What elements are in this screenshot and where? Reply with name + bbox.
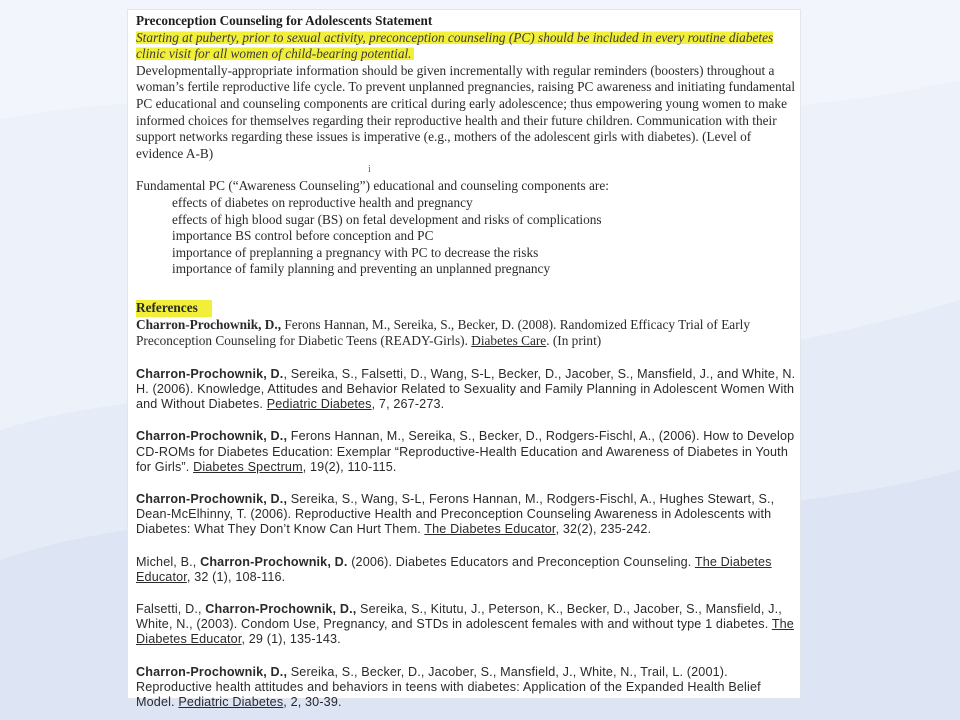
reference-item: Falsetti, D., Charron-Prochownik, D., Sereika, S., Kitutu, J., Peterson, K., Becker, D., Jacober, S., Mansfield, J., White, N., (2003). Condom Use, Pregnancy, and STDs in adolescent females with and without type 1 diabetes. The Diabetes Educator, 29 (1), 135-143.	[136, 601, 794, 647]
reference-journal: The Diabetes Educator	[136, 554, 772, 584]
reference-author: Charron-Prochownik, D.	[136, 366, 284, 381]
reference-author: Charron-Prochownik, D.,	[205, 601, 357, 616]
reference-item: Charron-Prochownik, D., Ferons Hannan, M., Sereika, S., Becker, D., Rodgers-Fischl, A., (2006). How to Develop CD-ROMs for Diabetes Education: Exemplar “Reproductive-Health Education and Awareness of Diabetes in Youth for Girls”. Diabetes Spectrum, 19(2), 110-115.	[136, 429, 795, 474]
reference-journal: Pediatric Diabetes	[178, 694, 284, 709]
reference-journal: Diabetes Care	[471, 333, 547, 349]
reference-author: Charron-Prochownik, D.,	[136, 491, 288, 506]
document-text-column	[136, 13, 800, 710]
reference-author: Charron-Prochownik, D.,	[136, 664, 288, 679]
reference-item: Charron-Prochownik, D., Sereika, S., Falsetti, D., Wang, S-L, Becker, D., Jacober, S., Mansfield, J., and White, N. H. (2006). Knowledge, Attitudes and Behavior Related to Sexuality and Family Planning in Adolescent Women With and Without Diabetes. Pediatric Diabetes, 7, 267-273.	[136, 366, 796, 412]
reference-item: Michel, B., Charron-Prochownik, D. (2006). Diabetes Educators and Preconception Counseling. The Diabetes Educator, 32 (1), 108-116.	[136, 554, 772, 584]
list-item: effects of diabetes on reproductive health and pregnancy	[172, 194, 473, 210]
reference-journal: Diabetes Spectrum	[193, 459, 303, 474]
reference-author: Charron-Prochownik, D.,	[136, 316, 282, 332]
statement-body: Developmentally-appropriate information should be given incrementally with regular reminders (boosters) throughout a woman’s fertile reproductive life cycle. To prevent unplanned pregnancies, raising PC awareness and initiating fundamental PC educational and counseling components are critical during early adolescence; thus empowering young women to make informed choices for themselves regarding their reproductive health and their future children. Communication with their support networks regarding these issues is imperative (e.g., mothers of the adolescent girls with diabetes). (Level of evidence A-B)	[136, 62, 796, 161]
list-item: effects of high blood sugar (BS) on fetal development and risks of complications	[172, 211, 602, 227]
list-item: importance of preplanning a pregnancy with PC to decrease the risks	[172, 244, 539, 260]
statement-title: Preconception Counseling for Adolescents Statement	[136, 13, 433, 28]
reference-item: Charron-Prochownik, D., Ferons Hannan, M., Sereika, S., Becker, D. (2008). Randomized Efficacy Trial of Early Preconception Counseling for Diabetic Teens (READY-Girls). Diabetes Care. (In print)	[136, 316, 750, 349]
list-item: importance BS control before conception and PC	[172, 228, 434, 244]
reference-author: Charron-Prochownik, D.	[200, 554, 348, 569]
reference-journal: Pediatric Diabetes	[266, 397, 372, 412]
recommendation-highlight: Starting at puberty, prior to sexual activity, preconception counseling (PC) should be included in every routine diabetes clinic visit for all women of child-bearing potential.	[136, 29, 774, 62]
highlighted-recommendation	[136, 30, 800, 63]
reference-item: Charron-Prochownik, D., Sereika, S., Becker, D., Jacober, S., Mansfield, J., White, N., Trail, L. (2001). Reproductive health attitudes and behaviors in teens with diabetes: Application of the Expanded Health Belief Model. Pediatric Diabetes, 2, 30-39.	[136, 664, 761, 709]
reference-author: Charron-Prochownik, D.,	[136, 429, 288, 444]
reference-journal: The Diabetes Educator	[424, 522, 556, 537]
components-list	[136, 195, 800, 278]
reference-item: Charron-Prochownik, D., Sereika, S., Wang, S-L, Ferons Hannan, M., Rodgers-Fischl, A., Hughes Stewart, S., Dean-McElhinny, T. (2006). Reproductive Health and Preconception Counseling Awareness in Adolescents with Diabetes: What They Don’t Know Can Hurt Them. The Diabetes Educator, 32(2), 235-242.	[136, 491, 775, 537]
reference-journal: The Diabetes Educator	[136, 617, 794, 647]
list-item: importance of family planning and preventing an unplanned pregnancy	[172, 261, 551, 277]
references-heading: References	[136, 300, 212, 317]
components-intro: Fundamental PC (“Awareness Counseling”) educational and counseling components are:	[136, 178, 609, 194]
scanned-document-page	[128, 10, 800, 709]
stray-mark: i	[368, 164, 371, 176]
